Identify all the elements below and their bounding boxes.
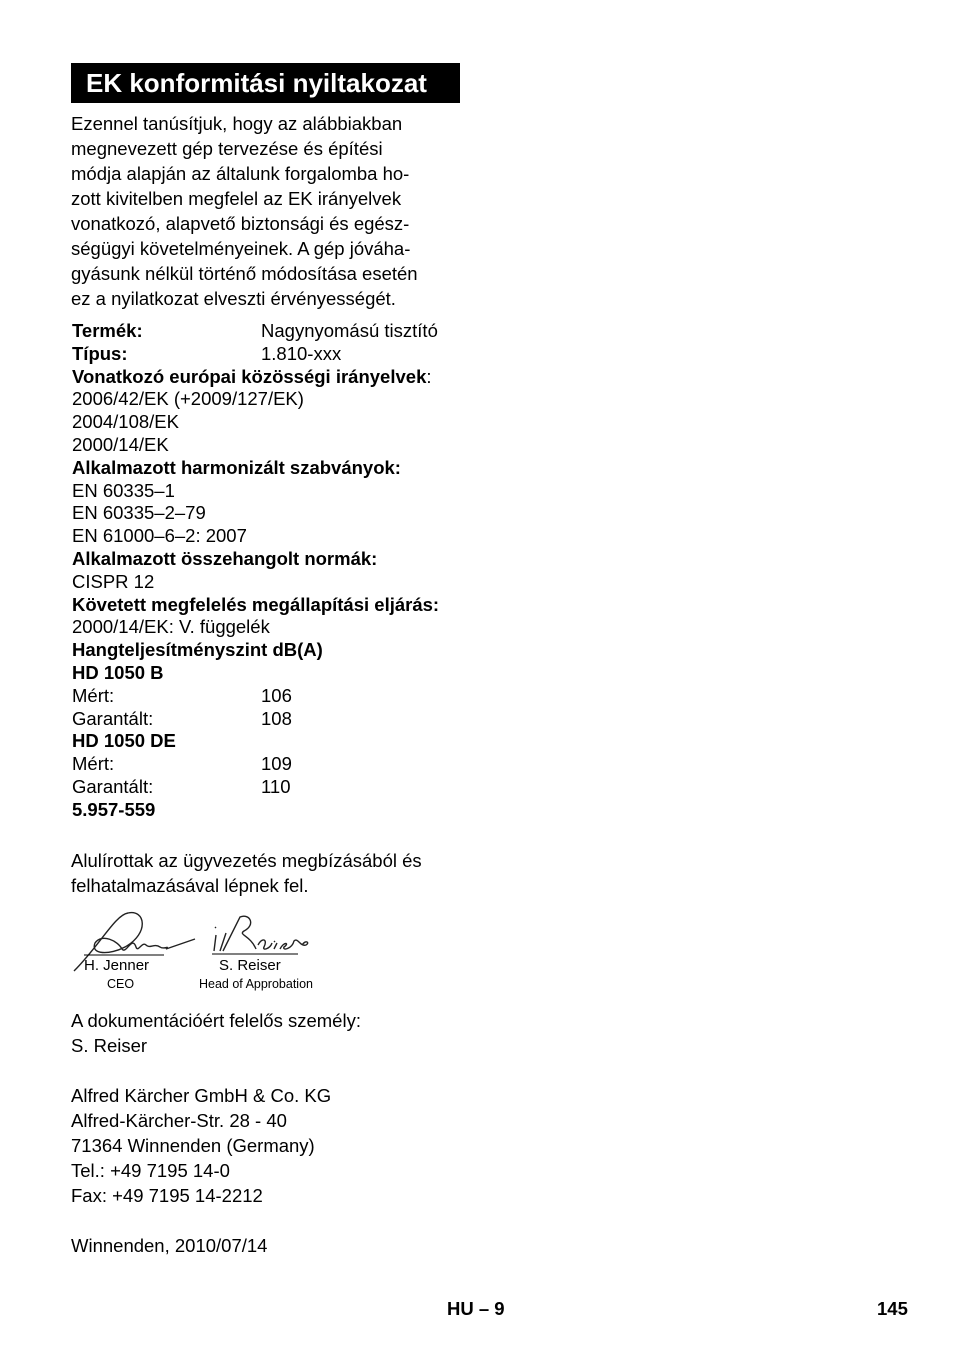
intro-line: zott kivitelben megfelel az EK irányelvek [71,188,402,209]
procedure-item: 2000/14/EK: V. függelék [72,616,270,638]
procedure-heading: Követett megfelelés megállapítási eljárás: [72,593,440,615]
documentation-label: A dokumentációért felelős személy: [71,1010,361,1031]
harmonized-heading: Alkalmazott harmonizált szabványok: [72,456,401,478]
document-number: 5.957-559 [72,798,156,820]
harmonized-item: EN 61000–6–2: 2007 [72,525,247,547]
signature-block [70,905,330,995]
intro-line: Ezennel tanúsítjuk, hogy az alábbiakban [71,113,403,134]
measured-value: 109 [261,753,292,775]
signer-role: Head of Approbation [199,977,313,991]
footer-section: HU – 9 [447,1298,505,1319]
intro-line: megnevezett gép tervezése és építési [71,138,383,159]
product-value: Nagynyomású tisztító [261,320,438,341]
type-row [72,343,532,366]
specifications [72,320,532,822]
type-label: Típus: [72,342,128,364]
guaranteed-label: Garantált: [72,775,154,797]
intro-line: ségügyi követelményeinek. A gép jóváha- [71,238,411,259]
model-name: HD 1050 B [72,661,164,683]
norms-item: CISPR 12 [72,570,155,592]
guaranteed-label: Garantált: [72,707,154,729]
address-line: 71364 Winnenden (Germany) [71,1135,315,1156]
signers-note [71,848,422,898]
intro-line: módja alapján az általunk forgalomba ho- [71,163,410,184]
signers-line: Alulírottak az ügyvezetés megbízásából és [71,850,422,871]
intro-line: gyásunk nélkül történő módosítása esetén [71,263,418,284]
guaranteed-row [72,776,532,799]
signer-name: S. Reiser [219,957,281,974]
measured-label: Mért: [72,684,115,706]
intro-line: vonatkozó, alapvető biztonsági és egész- [71,213,410,234]
guaranteed-value: 108 [261,707,292,729]
directive-item: 2004/108/EK [72,411,179,433]
measured-row [72,753,532,776]
address-line: Tel.: +49 7195 14-0 [71,1160,230,1181]
model-name: HD 1050 DE [72,730,176,752]
address-line: Alfred-Kärcher-Str. 28 - 40 [71,1110,287,1131]
signers-line: felhatalmazásával lépnek fel. [71,875,309,896]
sound-heading: Hangteljesítményszint dB(A) [72,639,323,661]
directives-heading-colon: : [426,365,432,387]
documentation-responsible [71,1008,361,1058]
intro-line: ez a nyilatkozat elveszti érvényességét. [71,288,396,309]
product-row [72,320,532,343]
place-date-text: Winnenden, 2010/07/14 [71,1235,268,1256]
intro-paragraph [71,111,471,311]
directive-item: 2006/42/EK (+2009/127/EK) [72,388,304,410]
harmonized-item: EN 60335–1 [72,479,175,501]
page-number: 145 [877,1298,908,1319]
harmonized-item: EN 60335–2–79 [72,502,206,524]
documentation-person: S. Reiser [71,1035,148,1056]
signature-reiser [214,916,308,951]
place-date [71,1233,267,1258]
directive-item: 2000/14/EK [72,433,169,455]
page-title: EK konformitási nyiltakozat [71,63,460,103]
measured-row [72,685,532,708]
measured-value: 106 [261,684,292,706]
guaranteed-value: 110 [261,775,291,797]
directives-heading-text: Vonatkozó európai közösségi irányelvek [72,365,427,387]
signer-role: CEO [107,977,135,991]
product-label: Termék: [72,320,143,341]
type-value: 1.810-xxx [261,342,342,364]
address-line: Fax: +49 7195 14-2212 [71,1185,263,1206]
directives-heading [72,366,532,389]
signer-name: H. Jenner [84,957,150,974]
norms-heading: Alkalmazott összehangolt normák: [72,547,378,569]
measured-label: Mért: [72,753,115,775]
address-line: Alfred Kärcher GmbH & Co. KG [71,1085,332,1106]
guaranteed-row [72,708,532,731]
company-address [71,1083,331,1208]
